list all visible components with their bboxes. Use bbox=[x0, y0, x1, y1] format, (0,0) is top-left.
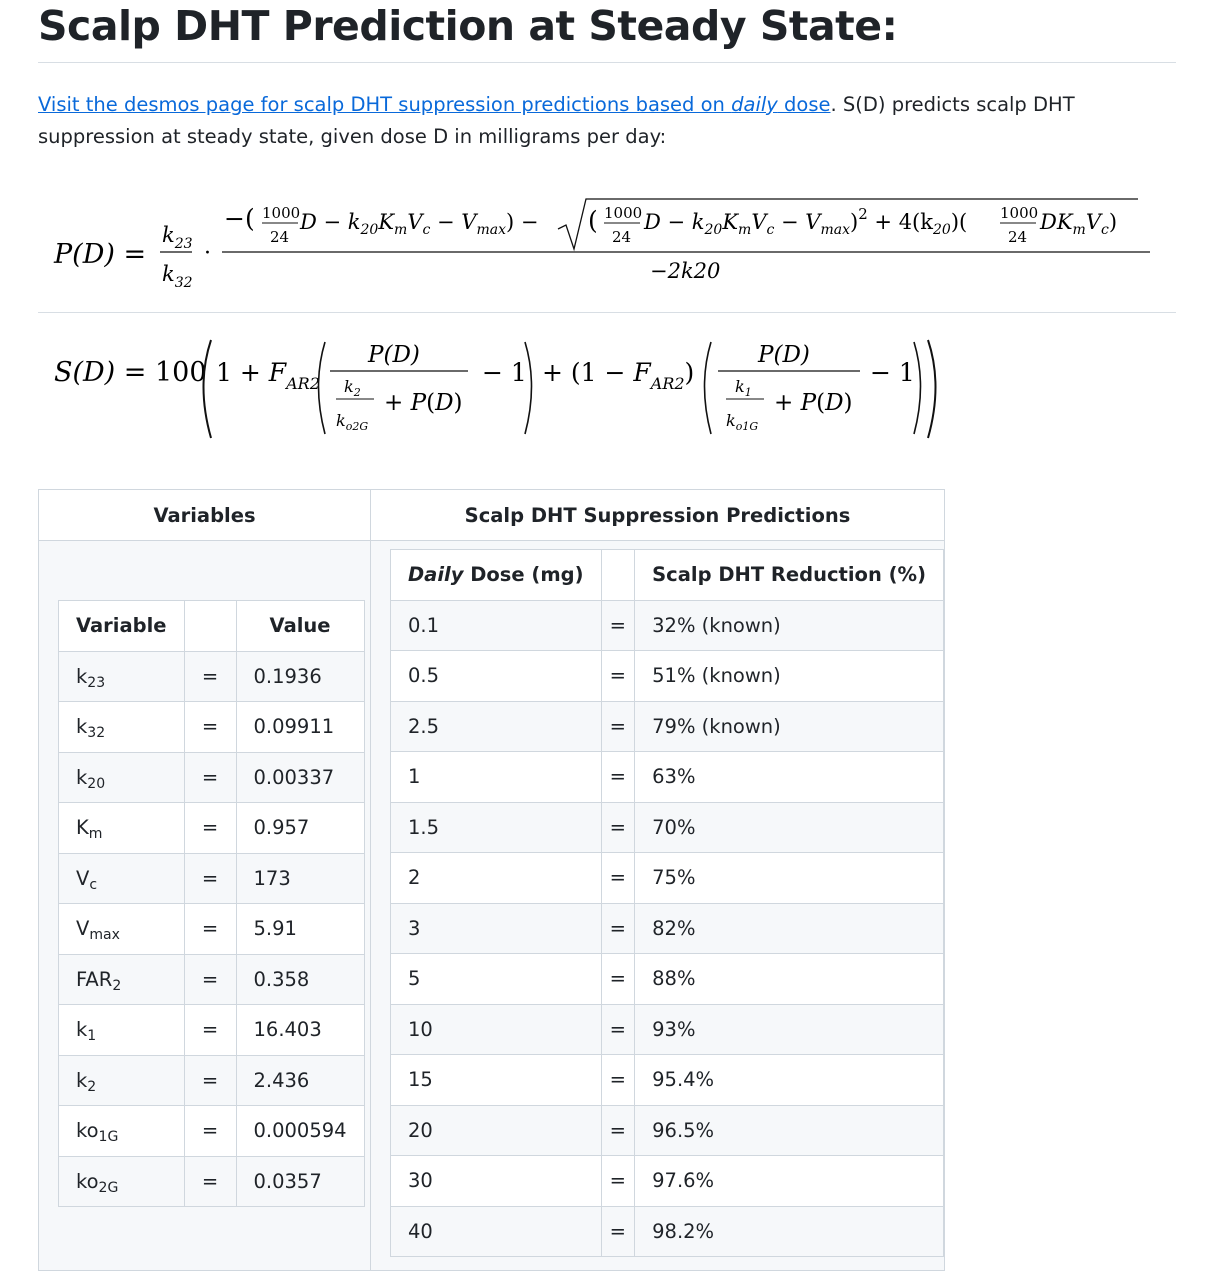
reduction-value: 88% bbox=[635, 954, 944, 1005]
variable-name: $k_1$ bbox=[59, 1005, 185, 1056]
equals-sign: = bbox=[601, 701, 635, 752]
reduction-value: 70% bbox=[635, 802, 944, 853]
page-title: Scalp DHT Prediction at Steady State: bbox=[38, 2, 898, 50]
dose-value: 2 bbox=[391, 853, 602, 904]
equals-sign: = bbox=[601, 600, 635, 651]
equals-sign: = bbox=[601, 1206, 635, 1257]
equals-sign: = bbox=[601, 1156, 635, 1207]
variable-value: 16.403 bbox=[236, 1005, 364, 1056]
reduction-value: 82% bbox=[635, 903, 944, 954]
variable-row bbox=[59, 1106, 365, 1157]
variable-value: 173 bbox=[236, 853, 364, 904]
svg-text:P(D): P(D) bbox=[758, 342, 810, 368]
variable-row bbox=[59, 853, 365, 904]
reduction-value: 98.2% bbox=[635, 1206, 944, 1257]
dose-value: 40 bbox=[391, 1206, 602, 1257]
variable-value: 0.00337 bbox=[236, 752, 364, 803]
equals-sign: = bbox=[601, 954, 635, 1005]
equals-sign: = bbox=[184, 702, 236, 753]
k23-label: $k_{23}$ bbox=[162, 223, 193, 252]
equals-sign: = bbox=[184, 803, 236, 854]
prediction-row bbox=[391, 651, 944, 702]
variable-row bbox=[59, 702, 365, 753]
equals-sign: = bbox=[184, 1156, 236, 1207]
svg-text:k1: $k_1$ bbox=[735, 377, 752, 399]
equals-sign: = bbox=[184, 853, 236, 904]
dose-value: 30 bbox=[391, 1156, 602, 1207]
variable-row bbox=[59, 904, 365, 955]
variable-name: $ko_{1G}$ bbox=[59, 1106, 185, 1157]
variable-row bbox=[59, 1005, 365, 1056]
predictions-cell bbox=[371, 541, 945, 1271]
reduction-value: 97.6% bbox=[635, 1156, 944, 1207]
variable-value: 0.09911 bbox=[236, 702, 364, 753]
variable-value: 0.358 bbox=[236, 954, 364, 1005]
svg-text:−(: −( bbox=[224, 204, 255, 233]
reduction-value: 79% (known) bbox=[635, 701, 944, 752]
variable-value: 0.957 bbox=[236, 803, 364, 854]
intro-text: . S(D) predicts scalp DHT suppression at steady state, given dose D in milligrams per day: bbox=[38, 93, 1075, 148]
variables-heading: Variables bbox=[39, 490, 371, 541]
prediction-row bbox=[391, 701, 944, 752]
svg-text:− 1: − 1 bbox=[482, 358, 527, 387]
variable-name: $k_2$ bbox=[59, 1055, 185, 1106]
svg-text:1000: 1000 bbox=[262, 204, 301, 222]
variable-value: 2.436 bbox=[236, 1055, 364, 1106]
dose-value: 20 bbox=[391, 1105, 602, 1156]
reduction-col-header: Scalp DHT Reduction (%) bbox=[635, 550, 944, 601]
svg-text:D − k20KmVc − Vmax) −: $D - k_{20}K_mV_c - V_{max}$) − bbox=[300, 210, 539, 238]
dose-col-header: Daily Dose (mg) bbox=[391, 550, 602, 601]
svg-text:ko2G: $k_{o2G}$ bbox=[336, 411, 369, 433]
variable-name: $k_{23}$ bbox=[59, 651, 185, 702]
variable-row bbox=[59, 954, 365, 1005]
equals-sign: = bbox=[184, 904, 236, 955]
reduction-value: 51% (known) bbox=[635, 651, 944, 702]
prediction-row bbox=[391, 1055, 944, 1106]
svg-text:1000: 1000 bbox=[604, 204, 643, 222]
dose-value: 0.1 bbox=[391, 600, 602, 651]
reduction-value: 93% bbox=[635, 1004, 944, 1055]
formula-p bbox=[38, 185, 1176, 295]
variable-row bbox=[59, 1055, 365, 1106]
variable-row bbox=[59, 651, 365, 702]
dose-value: 1 bbox=[391, 752, 602, 803]
prediction-row bbox=[391, 903, 944, 954]
variable-value: 0.1936 bbox=[236, 651, 364, 702]
equals-sign: = bbox=[184, 1106, 236, 1157]
prediction-row bbox=[391, 1206, 944, 1257]
dose-value: 3 bbox=[391, 903, 602, 954]
predictions-table bbox=[390, 549, 944, 1257]
variables-cell bbox=[39, 541, 371, 1271]
reduction-value: 96.5% bbox=[635, 1105, 944, 1156]
svg-text:+ (1 − FAR2): + $(1 - F_{AR2})$ bbox=[542, 358, 695, 393]
p-denominator: −2k20 bbox=[650, 259, 721, 283]
equals-sign: = bbox=[184, 651, 236, 702]
equals-sign: = bbox=[601, 752, 635, 803]
svg-text:·: · bbox=[204, 241, 211, 266]
svg-text:24: 24 bbox=[1008, 228, 1028, 246]
equals-sign: = bbox=[184, 752, 236, 803]
variable-name: $k_{32}$ bbox=[59, 702, 185, 753]
reduction-value: 63% bbox=[635, 752, 944, 803]
equals-sign: = bbox=[601, 853, 635, 904]
prediction-row bbox=[391, 1105, 944, 1156]
variable-row bbox=[59, 752, 365, 803]
reduction-value: 32% (known) bbox=[635, 600, 944, 651]
prediction-row bbox=[391, 752, 944, 803]
equals-sign: = bbox=[601, 1004, 635, 1055]
svg-text:DKmVc): $DK_mV_c$) bbox=[1040, 210, 1118, 238]
svg-text:D − k20KmVc − Vmax)2 + 4(k20)(: $D - k_{20}K_mV_c - V_{max})^2 + 4(k_{20})$( bbox=[644, 205, 968, 238]
prediction-row bbox=[391, 600, 944, 651]
predictions-heading: Scalp DHT Suppression Predictions bbox=[371, 490, 945, 541]
equals-sign: = bbox=[601, 802, 635, 853]
desmos-link[interactable]: Visit the desmos page for scalp DHT suppression predictions based on daily dose bbox=[38, 93, 831, 116]
dose-value: 2.5 bbox=[391, 701, 602, 752]
variable-name: $ko_{2G}$ bbox=[59, 1156, 185, 1207]
prediction-row bbox=[391, 1004, 944, 1055]
prediction-row bbox=[391, 853, 944, 904]
dose-value: 10 bbox=[391, 1004, 602, 1055]
equals-sign: = bbox=[184, 1005, 236, 1056]
variable-value: 0.000594 bbox=[236, 1106, 364, 1157]
dose-value: 5 bbox=[391, 954, 602, 1005]
equals-sign: = bbox=[184, 1055, 236, 1106]
svg-text:24: 24 bbox=[612, 228, 632, 246]
title-divider bbox=[38, 62, 1176, 63]
variable-name: $V_c$ bbox=[59, 853, 185, 904]
p-lhs: P(D) = bbox=[54, 239, 147, 270]
reduction-value: 95.4% bbox=[635, 1055, 944, 1106]
variable-value: 5.91 bbox=[236, 904, 364, 955]
s-lhs: S(D) = 100 bbox=[54, 357, 207, 388]
formula-divider bbox=[38, 312, 1176, 313]
equals-sign: = bbox=[184, 954, 236, 1005]
svg-text:24: 24 bbox=[270, 228, 290, 246]
variables-table bbox=[58, 600, 365, 1207]
svg-text:k2: $k_2$ bbox=[344, 377, 361, 399]
prediction-row bbox=[391, 954, 944, 1005]
variable-name: $k_{20}$ bbox=[59, 752, 185, 803]
equals-sign: = bbox=[601, 1105, 635, 1156]
svg-text:1 + FAR2: $1 + F_{AR2}$ bbox=[216, 358, 320, 393]
dose-value: 1.5 bbox=[391, 802, 602, 853]
value-col-header: Value bbox=[236, 601, 364, 652]
svg-text:1000: 1000 bbox=[1000, 204, 1039, 222]
variable-row bbox=[59, 803, 365, 854]
dose-value: 15 bbox=[391, 1055, 602, 1106]
prediction-row bbox=[391, 1156, 944, 1207]
svg-text:+ P(D): + P(D) bbox=[384, 390, 463, 416]
variable-name: $FAR_2$ bbox=[59, 954, 185, 1005]
formula-s bbox=[38, 330, 1176, 450]
equals-sign: = bbox=[601, 1055, 635, 1106]
variable-value: 0.0357 bbox=[236, 1156, 364, 1207]
svg-text:− 1: − 1 bbox=[870, 358, 915, 387]
equals-sign: = bbox=[601, 903, 635, 954]
variable-name: $V_{max}$ bbox=[59, 904, 185, 955]
variable-name: $K_m$ bbox=[59, 803, 185, 854]
equals-sign: = bbox=[601, 651, 635, 702]
svg-text:+ P(D): + P(D) bbox=[774, 390, 853, 416]
svg-text:ko1G: $k_{o1G}$ bbox=[726, 411, 759, 433]
intro-paragraph bbox=[38, 89, 1138, 153]
dose-value: 0.5 bbox=[391, 651, 602, 702]
reduction-value: 75% bbox=[635, 853, 944, 904]
prediction-row bbox=[391, 802, 944, 853]
variable-col-header: Variable bbox=[59, 601, 185, 652]
svg-text:(: ( bbox=[588, 206, 598, 235]
variable-row bbox=[59, 1156, 365, 1207]
svg-text:P(D): P(D) bbox=[368, 342, 420, 368]
k32-label: $k_{32}$ bbox=[162, 262, 193, 291]
results-table bbox=[38, 489, 945, 1271]
